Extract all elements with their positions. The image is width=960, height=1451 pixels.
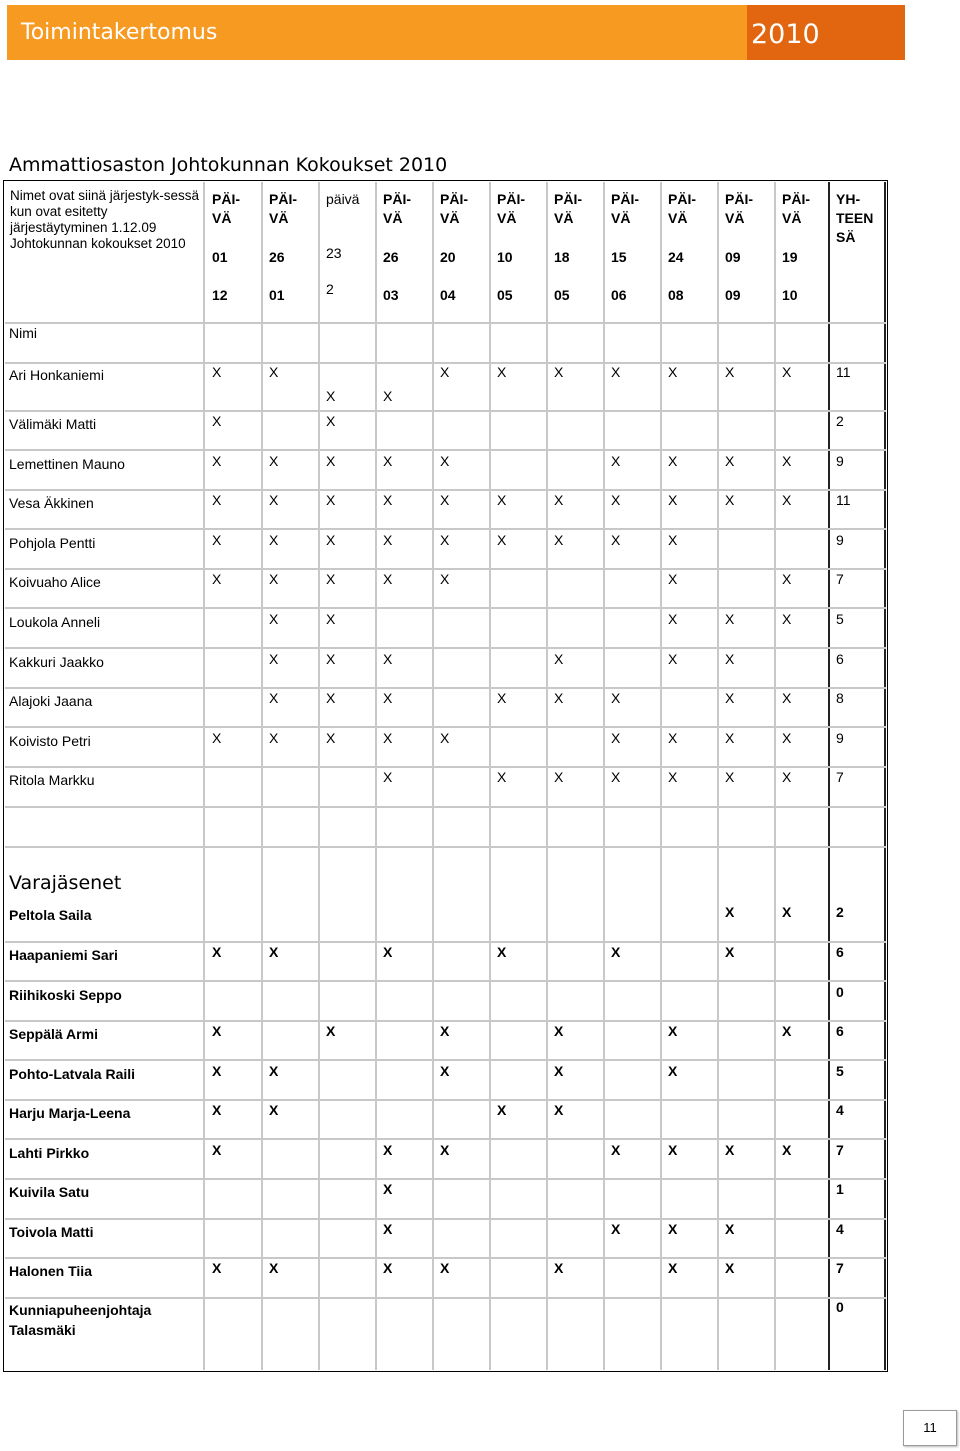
attendance-mark: X: [497, 944, 507, 960]
attendance-mark: X: [326, 492, 336, 508]
attendance-mark: X: [497, 690, 507, 706]
attendance-mark: X: [725, 690, 735, 706]
attendance-mark: X: [269, 730, 279, 746]
attendance-mark: X: [782, 364, 792, 380]
row-total: 5: [836, 1063, 844, 1079]
member-name: Vesa Äkkinen: [9, 495, 94, 511]
row-divider: [5, 322, 886, 324]
meeting-label: PÄI-VÄ: [554, 191, 582, 226]
column-divider: [603, 182, 605, 1370]
attendance-mark: X: [212, 1102, 222, 1118]
column-divider: [717, 182, 719, 1370]
column-divider: [261, 182, 263, 1370]
attendance-mark: X: [554, 1260, 564, 1276]
attendance-mark: X: [668, 364, 678, 380]
meeting-label: PÄI-VÄ: [611, 191, 639, 226]
attendance-mark: X: [326, 690, 336, 706]
attendance-mark: X: [383, 453, 393, 469]
attendance-mark: X: [212, 453, 222, 469]
member-name: Välimäki Matti: [9, 416, 97, 432]
attendance-mark: X: [668, 1260, 678, 1276]
attendance-mark: X: [668, 453, 678, 469]
attendance-mark: X: [668, 1221, 678, 1237]
meeting-month: 01: [269, 287, 285, 303]
member-name: Loukola Anneli: [9, 614, 101, 630]
member-name: Alajoki Jaana: [9, 693, 93, 709]
row-total: 4: [836, 1221, 844, 1237]
row-divider: [5, 647, 886, 649]
substitutes-section-title: Varajäsenet: [9, 872, 122, 894]
attendance-mark: X: [212, 1063, 222, 1079]
row-total: 6: [836, 944, 844, 960]
attendance-mark: X: [326, 532, 336, 548]
attendance-mark: X: [269, 944, 279, 960]
column-divider: [375, 182, 377, 1370]
attendance-mark: X: [611, 453, 621, 469]
meeting-day: 24: [668, 249, 684, 265]
attendance-mark: X: [725, 904, 735, 920]
attendance-mark: X: [269, 690, 279, 706]
attendance-mark: X: [668, 1142, 678, 1158]
row-divider: [5, 1257, 886, 1259]
attendance-mark: X: [668, 1023, 678, 1039]
meeting-day: 23: [326, 245, 342, 261]
attendance-mark: X: [383, 1221, 393, 1237]
substitute-name: Kunniapuheenjohtaja Talasmäki: [9, 1302, 152, 1338]
substitute-name: Pohto-Latvala Raili: [9, 1066, 136, 1082]
row-divider: [5, 980, 886, 982]
attendance-mark: X: [212, 944, 222, 960]
attendance-mark: X: [212, 1142, 222, 1158]
meeting-day: 15: [611, 249, 627, 265]
member-name: Ari Honkaniemi: [9, 367, 104, 383]
attendance-mark: X: [611, 690, 621, 706]
substitute-name: Kuivila Satu: [9, 1184, 90, 1200]
column-divider: [318, 182, 320, 1370]
attendance-mark: X: [782, 730, 792, 746]
attendance-mark: X: [326, 571, 336, 587]
row-total: 2: [836, 904, 844, 920]
row-total: 9: [836, 532, 844, 548]
meeting-month: 05: [497, 287, 513, 303]
header-year-box: [747, 5, 905, 60]
attendance-mark: X: [554, 1063, 564, 1079]
row-divider: [5, 1099, 886, 1101]
meeting-month: 12: [212, 287, 228, 303]
row-divider: [5, 1020, 886, 1022]
meeting-label: PÄI-VÄ: [668, 191, 696, 226]
meeting-month: 04: [440, 287, 456, 303]
attendance-mark: X: [326, 388, 336, 404]
attendance-mark: X: [383, 730, 393, 746]
meeting-label: PÄI-VÄ: [269, 191, 297, 226]
attendance-mark: X: [782, 571, 792, 587]
attendance-mark: X: [212, 1260, 222, 1276]
attendance-mark: X: [554, 364, 564, 380]
attendance-mark: X: [554, 769, 564, 785]
row-divider: [5, 806, 886, 808]
column-divider: [774, 182, 776, 1370]
attendance-mark: X: [440, 1023, 450, 1039]
attendance-mark: X: [497, 769, 507, 785]
attendance-mark: X: [383, 1142, 393, 1158]
attendance-mark: X: [725, 1221, 735, 1237]
attendance-mark: X: [326, 413, 336, 429]
attendance-mark: X: [269, 1102, 279, 1118]
attendance-mark: X: [668, 651, 678, 667]
attendance-mark: X: [269, 453, 279, 469]
row-total: 4: [836, 1102, 844, 1118]
meeting-day: 10: [497, 249, 513, 265]
attendance-mark: X: [782, 1142, 792, 1158]
attendance-mark: X: [212, 492, 222, 508]
meeting-day: 20: [440, 249, 456, 265]
attendance-mark: X: [668, 611, 678, 627]
member-name: Pohjola Pentti: [9, 535, 96, 551]
attendance-mark: X: [611, 492, 621, 508]
attendance-mark: X: [269, 492, 279, 508]
attendance-mark: X: [668, 532, 678, 548]
column-divider: [489, 182, 491, 1370]
attendance-mark: X: [554, 651, 564, 667]
attendance-table: [3, 180, 888, 1372]
attendance-mark: X: [554, 1023, 564, 1039]
row-divider: [5, 687, 886, 689]
attendance-mark: X: [212, 1023, 222, 1039]
member-name: Kakkuri Jaakko: [9, 654, 104, 670]
attendance-mark: X: [440, 1142, 450, 1158]
row-divider: [5, 489, 886, 491]
attendance-mark: X: [440, 1063, 450, 1079]
attendance-mark: X: [383, 571, 393, 587]
attendance-mark: X: [269, 651, 279, 667]
meeting-day: 19: [782, 249, 798, 265]
meeting-month: 05: [554, 287, 570, 303]
attendance-mark: X: [440, 453, 450, 469]
attendance-mark: X: [782, 453, 792, 469]
row-total: 11: [836, 364, 851, 380]
meeting-day: 26: [383, 249, 399, 265]
column-divider: [660, 182, 662, 1370]
meeting-day: 18: [554, 249, 570, 265]
row-divider: [5, 766, 886, 768]
row-total: 9: [836, 730, 844, 746]
total-column-header: YH-TEEN SÄ: [836, 191, 874, 245]
substitute-name: Toivola Matti: [9, 1224, 94, 1240]
meeting-month: 06: [611, 287, 627, 303]
row-total: 9: [836, 453, 844, 469]
attendance-mark: X: [383, 1260, 393, 1276]
row-total: 7: [836, 571, 844, 587]
member-name: Lemettinen Mauno: [9, 456, 125, 472]
row-divider: [5, 941, 886, 943]
name-column-header: Nimi: [9, 325, 37, 341]
attendance-mark: X: [725, 730, 735, 746]
attendance-mark: X: [725, 944, 735, 960]
attendance-mark: X: [212, 364, 222, 380]
substitute-name: Seppälä Armi: [9, 1026, 98, 1042]
attendance-mark: X: [554, 1102, 564, 1118]
page-number: 11: [923, 1420, 937, 1435]
row-divider: [5, 607, 886, 609]
attendance-mark: X: [383, 532, 393, 548]
row-total: 0: [836, 1299, 844, 1315]
column-divider: [884, 182, 886, 1370]
attendance-mark: X: [611, 532, 621, 548]
attendance-mark: X: [725, 1260, 735, 1276]
attendance-mark: X: [725, 611, 735, 627]
attendance-mark: X: [440, 730, 450, 746]
meeting-label: PÄI-VÄ: [725, 191, 753, 226]
attendance-mark: X: [668, 571, 678, 587]
row-total: 1: [836, 1181, 844, 1197]
attendance-mark: X: [269, 1063, 279, 1079]
meeting-day: 09: [725, 249, 741, 265]
meeting-label: PÄI-VÄ: [440, 191, 468, 226]
attendance-mark: X: [326, 1023, 336, 1039]
row-divider: [5, 1059, 886, 1061]
attendance-mark: X: [212, 532, 222, 548]
attendance-mark: X: [611, 944, 621, 960]
meeting-month: 09: [725, 287, 741, 303]
member-name: Ritola Markku: [9, 772, 95, 788]
attendance-mark: X: [668, 492, 678, 508]
column-divider: [432, 182, 434, 1370]
attendance-mark: X: [269, 571, 279, 587]
attendance-mark: X: [554, 690, 564, 706]
attendance-mark: X: [554, 532, 564, 548]
attendance-mark: X: [326, 611, 336, 627]
attendance-mark: X: [440, 1260, 450, 1276]
attendance-mark: X: [725, 1142, 735, 1158]
meeting-label: päivä: [326, 191, 360, 207]
meeting-day: 01: [212, 249, 228, 265]
member-name: Koivisto Petri: [9, 733, 91, 749]
meeting-day: 26: [269, 249, 285, 265]
attendance-mark: X: [611, 769, 621, 785]
attendance-mark: X: [440, 492, 450, 508]
substitute-name: Haapaniemi Sari: [9, 947, 118, 963]
attendance-mark: X: [440, 364, 450, 380]
row-divider: [5, 1218, 886, 1220]
substitute-name: Harju Marja-Leena: [9, 1105, 131, 1121]
attendance-mark: X: [725, 492, 735, 508]
page-number-box: [903, 1410, 957, 1446]
row-total: 6: [836, 1023, 844, 1039]
attendance-mark: X: [383, 651, 393, 667]
attendance-mark: X: [212, 571, 222, 587]
attendance-mark: X: [326, 651, 336, 667]
meeting-label: PÄI-VÄ: [212, 191, 240, 226]
attendance-mark: X: [782, 492, 792, 508]
substitute-name: Lahti Pirkko: [9, 1145, 90, 1161]
attendance-mark: X: [725, 769, 735, 785]
attendance-mark: X: [326, 453, 336, 469]
header-year: 2010: [751, 19, 820, 50]
row-total: 6: [836, 651, 844, 667]
meeting-month: 2: [326, 281, 334, 297]
attendance-mark: X: [725, 364, 735, 380]
meeting-month: 03: [383, 287, 399, 303]
attendance-mark: X: [497, 492, 507, 508]
attendance-mark: X: [497, 364, 507, 380]
header-title: Toimintakertomus: [21, 20, 218, 45]
meeting-month: 10: [782, 287, 798, 303]
row-total: 7: [836, 1142, 844, 1158]
meeting-month: 08: [668, 287, 684, 303]
attendance-mark: X: [611, 364, 621, 380]
meeting-label: PÄI-VÄ: [782, 191, 810, 226]
row-divider: [5, 568, 886, 570]
attendance-mark: X: [725, 453, 735, 469]
attendance-mark: X: [269, 532, 279, 548]
attendance-mark: X: [383, 388, 393, 404]
row-total: 7: [836, 1260, 844, 1276]
attendance-mark: X: [497, 532, 507, 548]
substitute-name: Peltola Saila: [9, 907, 92, 923]
header-bar: [7, 5, 747, 60]
row-divider: [5, 846, 886, 848]
attendance-mark: X: [383, 690, 393, 706]
attendance-mark: X: [383, 1181, 393, 1197]
attendance-mark: X: [554, 492, 564, 508]
intro-text: Nimet ovat siinä järjestyk-sessä kun ovat esitetty järjestäytyminen 1.12.09 Johtokunnan kokoukset 2010: [10, 188, 200, 251]
row-total: 2: [836, 413, 844, 429]
row-total: 11: [836, 492, 851, 508]
attendance-mark: X: [383, 769, 393, 785]
attendance-mark: X: [212, 413, 222, 429]
row-total: 0: [836, 984, 844, 1000]
row-divider: [5, 1297, 886, 1299]
attendance-mark: X: [269, 364, 279, 380]
attendance-mark: X: [326, 730, 336, 746]
attendance-mark: X: [782, 1023, 792, 1039]
meeting-label: PÄI-VÄ: [383, 191, 411, 226]
attendance-mark: X: [782, 904, 792, 920]
attendance-mark: X: [668, 1063, 678, 1079]
row-divider: [5, 1138, 886, 1140]
attendance-mark: X: [611, 1221, 621, 1237]
row-divider: [5, 410, 886, 412]
attendance-mark: X: [269, 1260, 279, 1276]
member-name: Koivuaho Alice: [9, 574, 101, 590]
attendance-mark: X: [782, 690, 792, 706]
attendance-mark: X: [611, 730, 621, 746]
row-divider: [5, 1178, 886, 1180]
column-divider: [203, 182, 205, 1370]
attendance-mark: X: [782, 611, 792, 627]
attendance-mark: X: [440, 532, 450, 548]
attendance-mark: X: [383, 492, 393, 508]
attendance-mark: X: [725, 651, 735, 667]
column-divider: [828, 182, 830, 1370]
attendance-mark: X: [383, 944, 393, 960]
attendance-mark: X: [212, 730, 222, 746]
row-divider: [5, 726, 886, 728]
row-divider: [5, 449, 886, 451]
row-total: 7: [836, 769, 844, 785]
attendance-mark: X: [497, 1102, 507, 1118]
attendance-mark: X: [782, 769, 792, 785]
substitute-name: Halonen Tiia: [9, 1263, 92, 1279]
column-divider: [546, 182, 548, 1370]
row-total: 8: [836, 690, 844, 706]
attendance-mark: X: [611, 1142, 621, 1158]
attendance-mark: X: [269, 611, 279, 627]
attendance-mark: X: [668, 730, 678, 746]
substitute-name: Riihikoski Seppo: [9, 987, 122, 1003]
row-total: 5: [836, 611, 844, 627]
row-divider: [5, 528, 886, 530]
document-title: Ammattiosaston Johtokunnan Kokoukset 2010: [9, 154, 448, 176]
meeting-label: PÄI-VÄ: [497, 191, 525, 226]
attendance-mark: X: [668, 769, 678, 785]
attendance-mark: X: [440, 571, 450, 587]
